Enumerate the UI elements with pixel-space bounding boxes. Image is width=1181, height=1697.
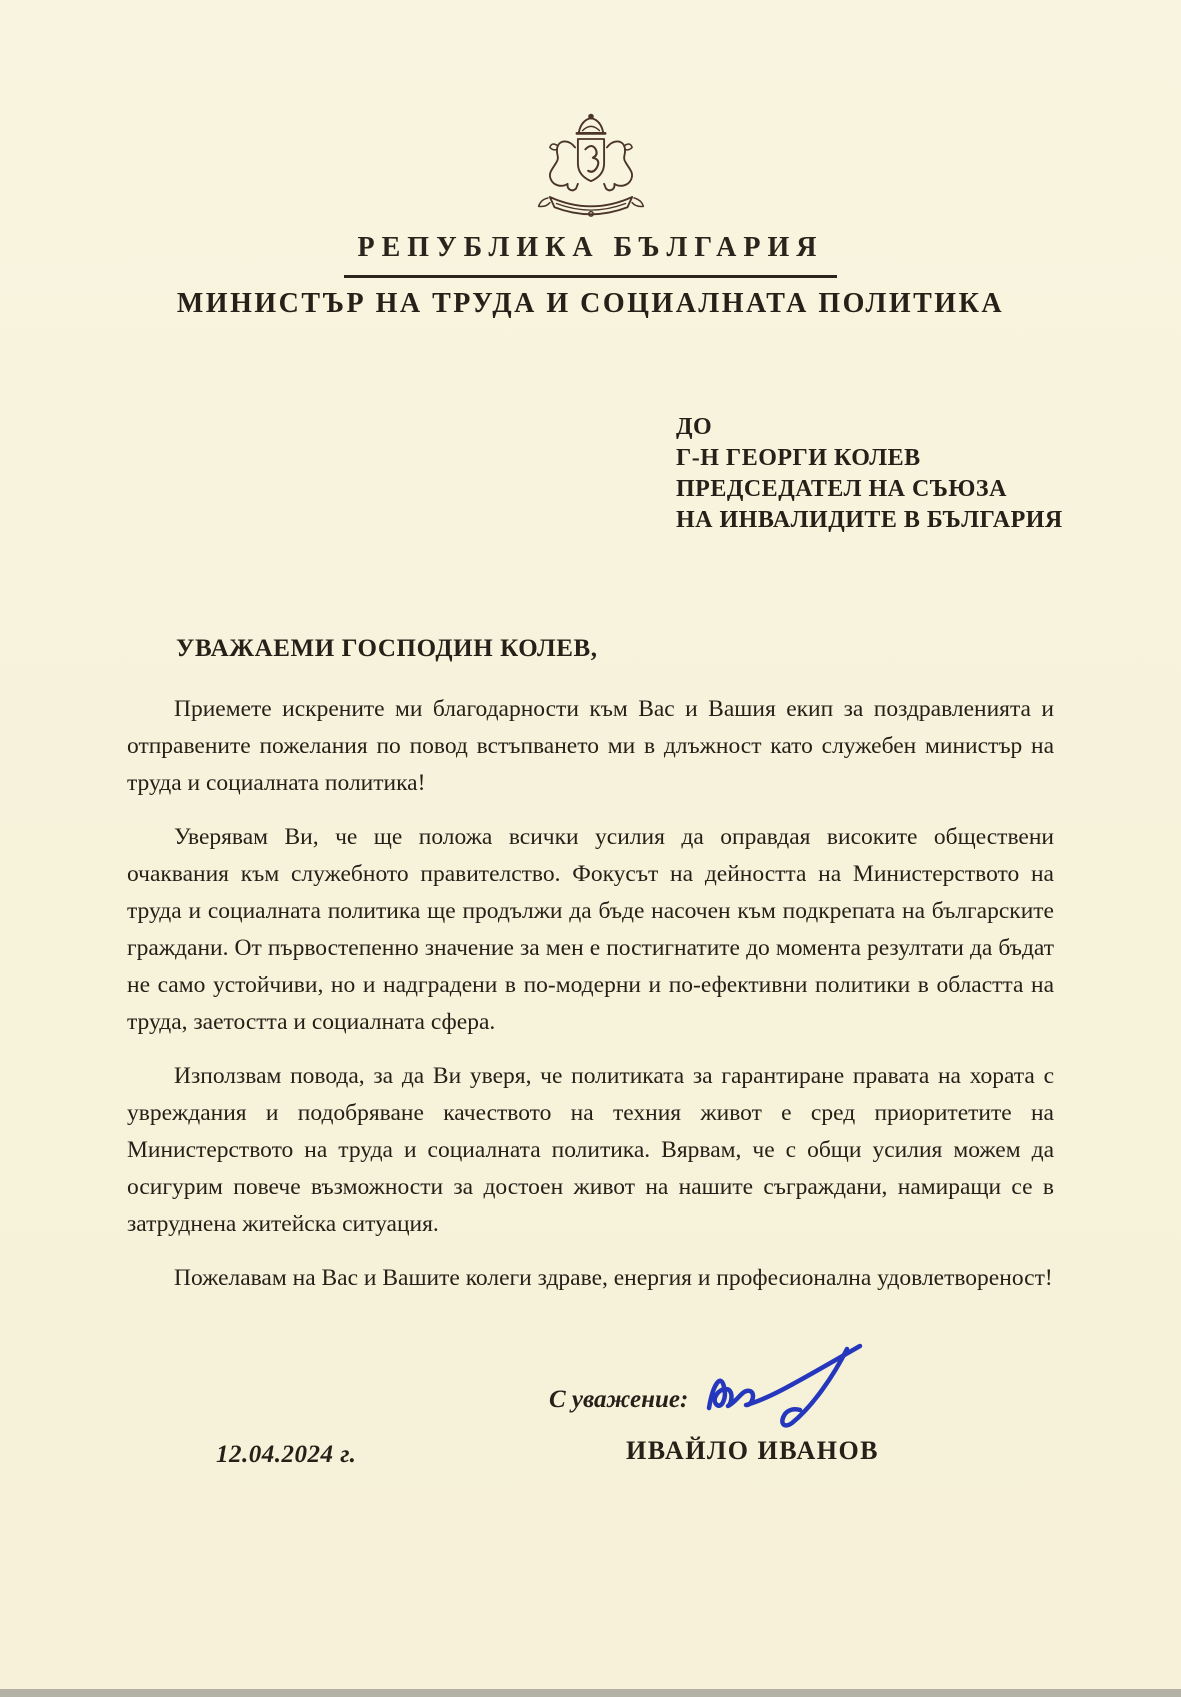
recipient-line-to: ДО	[676, 414, 713, 440]
salutation: УВАЖАЕМИ ГОСПОДИН КОЛЕВ,	[176, 635, 598, 662]
republic-title: РЕПУБЛИКА БЪЛГАРИЯ	[344, 232, 838, 278]
handwritten-signature-icon	[697, 1338, 875, 1446]
ministry-title: МИНИСТЪР НА ТРУДА И СОЦИАЛНАТА ПОЛИТИКА	[176, 288, 1005, 319]
recipient-line-name: Г-Н ГЕОРГИ КОЛЕВ	[676, 445, 921, 471]
letter-body	[127, 691, 1054, 1314]
recipient-line-title-1: ПРЕДСЕДАТЕЛ НА СЪЮЗА	[676, 476, 1007, 502]
paragraph-1: Приемете искрените ми благодарности към Вас и Вашия екип за поздравленията и отправените пожелания по повод встъпването ми в длъжност като служебен министър на труда и социалната политика!	[127, 696, 1054, 796]
paragraph-2: Уверявам Ви, че ще положа всички усилия да оправдая високите обществени очаквания към служебното правителство. Фокусът на дейността на Министерството на труда и социалната политика ще продължи да бъде насочен към подкрепата на българските граждани. От първостепенно значение за мен е постигнатите до момента резултати да бъдат не само устойчиви, но и надградени в по-модерни и по-ефективни политики в областта на труда, заетостта и социалната сфера.	[127, 824, 1054, 1035]
recipient-line-title-2: НА ИНВАЛИДИТЕ В БЪЛГАРИЯ	[676, 507, 1063, 533]
recipient-block	[676, 412, 1063, 536]
scan-edge-strip	[0, 1689, 1181, 1697]
bulgarian-coat-of-arms-icon	[525, 110, 657, 226]
signer-name: ИВАЙЛО ИВАНОВ	[626, 1436, 880, 1465]
closing-label: С уважение:	[549, 1386, 689, 1413]
paragraph-4: Пожелавам на Вас и Вашите колеги здраве, енергия и професионална удовлетвореност!	[174, 1265, 1053, 1291]
letter-date: 12.04.2024 г.	[216, 1441, 357, 1468]
paragraph-3: Използвам повода, за да Ви уверя, че политиката за гарантиране правата на хората с увреждания и подобряване качеството на техния живот е сред приоритетите на Министерството на труда и социалната политика. Вярвам, че с общи усилия можем да осигурим повече възможности за достоен живот на нашите съграждани, намиращи се в затруднена житейска ситуация.	[127, 1063, 1054, 1237]
